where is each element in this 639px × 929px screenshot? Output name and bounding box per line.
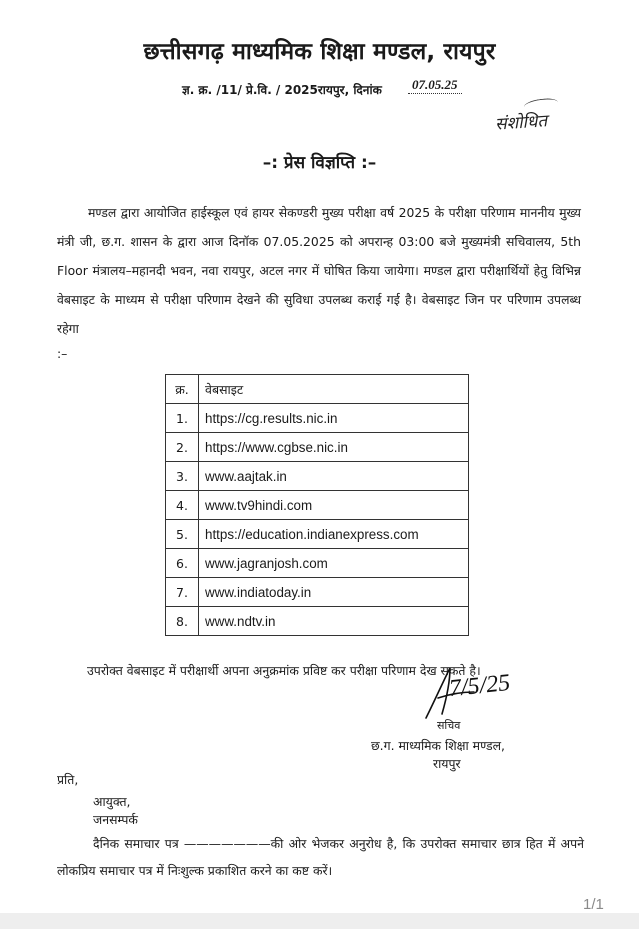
table-row [166, 549, 469, 578]
column-header-website: वेबसाइट [199, 375, 469, 404]
after-table-text: उपरोक्त वेबसाइट में परीक्षार्थी अपना अनुक्रमांक प्रविष्ट कर परीक्षा परिणाम देख सकते है। [87, 663, 481, 678]
viewer-footer-bar [0, 913, 639, 929]
row-website: www.jagranjosh.com [199, 549, 469, 578]
column-header-serial: क्र. [166, 375, 199, 404]
press-release-title: –: प्रेस विज्ञप्ति :– [262, 153, 377, 173]
websites-table [165, 374, 469, 636]
publication-request: दैनिक समाचार पत्र ———————की ओर भेजकर अनुरोध है, कि उपरोक्त समाचार छात्र हित में अपने लोकप्रिय समाचार पत्र में निःशुल्क प्रकाशित करने का कष्ट करें। [57, 836, 584, 878]
reference-line: ज्ञ. क्र. /11/ प्रे.वि. / 2025रायपुर, दिनांक [182, 83, 382, 97]
row-website: www.tv9hindi.com [199, 491, 469, 520]
row-serial: 4. [166, 491, 199, 520]
paragraph-end-mark: :– [57, 346, 68, 361]
row-website: www.indiatoday.in [199, 578, 469, 607]
signature-date: 7/5/25 [447, 669, 512, 703]
recipient-prefix: प्रति, [57, 772, 79, 787]
recipient-line-2: जनसम्पर्क [93, 812, 138, 827]
row-serial: 6. [166, 549, 199, 578]
signatory-role: सचिव [437, 719, 461, 732]
signatory-city: रायपुर [433, 756, 461, 771]
table-row [166, 607, 469, 636]
row-serial: 8. [166, 607, 199, 636]
page-indicator: 1/1 [583, 896, 604, 913]
signatory-organization: छ.ग. माध्यमिक शिक्षा मण्डल, [371, 738, 505, 753]
board-heading: छत्तीसगढ़ माध्यमिक शिक्षा मण्डल, रायपुर [143, 39, 496, 65]
table-row [166, 491, 469, 520]
table-row [166, 462, 469, 491]
row-website: https://cg.results.nic.in [199, 404, 469, 433]
row-website: www.aajtak.in [199, 462, 469, 491]
announcement-paragraph: मण्डल द्वारा आयोजित हाईस्कूल एवं हायर सेकण्डरी मुख्य परीक्षा वर्ष 2025 के परीक्षा परिणाम माननीय मुख्य मंत्री जी, छ.ग. शासन के द्वारा आज दिनॉक 07.05.2025 को अपरान्ह 03:00 बजे मुख्यमंत्री सचिवालय, 5th Floor मंत्रालय–महानदी भवन, नवा रायपुर, अटल नगर में घोषित किया जायेगा। मण्डल द्वारा परीक्षार्थियों हेतु विभिन्न वेबसाइट के माध्यम से परीक्षा परिणाम देखने की सुविधा उपलब्ध कराई गई है। वेबसाइट जिन पर परिणाम उपलब्ध रहेगा [57, 205, 581, 336]
row-website: https://www.cgbse.nic.in [199, 433, 469, 462]
table-header-row [166, 375, 469, 404]
table-row [166, 520, 469, 549]
row-serial: 2. [166, 433, 199, 462]
row-website: www.ndtv.in [199, 607, 469, 636]
recipient-line-1: आयुक्त, [93, 794, 131, 809]
row-serial: 1. [166, 404, 199, 433]
table-row [166, 404, 469, 433]
table-row [166, 578, 469, 607]
row-serial: 5. [166, 520, 199, 549]
reference-date: 07.05.25 [408, 77, 462, 94]
row-serial: 7. [166, 578, 199, 607]
row-serial: 3. [166, 462, 199, 491]
handwritten-note: संशोधित [494, 111, 548, 134]
table-row [166, 433, 469, 462]
row-website: https://education.indianexpress.com [199, 520, 469, 549]
